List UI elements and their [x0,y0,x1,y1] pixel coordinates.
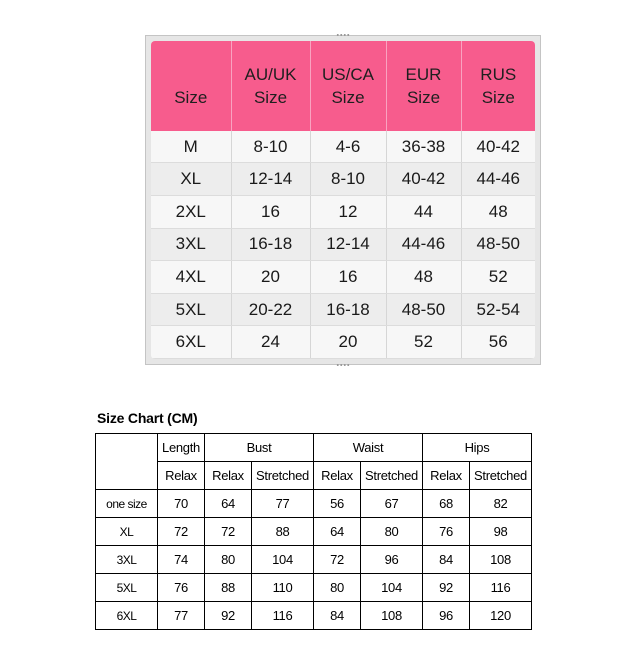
size-value-cell: 4-6 [310,131,386,163]
cm-value-cell: 67 [361,490,423,518]
cm-value-cell: 92 [423,574,470,602]
size-conversion-table-wrapper [151,41,535,359]
cm-value-cell: 88 [252,518,314,546]
cm-subheader: Stretched [252,462,314,490]
cm-value-cell: 110 [252,574,314,602]
size-value-cell: 48 [386,261,461,294]
size-conversion-row [151,163,535,196]
cm-value-cell: 72 [158,518,205,546]
size-label-cell: 2XL [151,195,231,228]
cm-data-row [96,574,532,602]
resize-grip-bottom [336,363,350,367]
size-conversion-row [151,326,535,359]
size-conversion-panel [145,35,541,365]
size-conversion-header-row [151,41,535,131]
size-value-cell: 36-38 [386,131,461,163]
cm-value-cell: 104 [361,574,423,602]
cm-value-cell: 96 [423,602,470,630]
cm-subheader: Relax [205,462,252,490]
cm-data-row [96,518,532,546]
cm-value-cell: 77 [158,602,205,630]
cm-value-cell: 84 [423,546,470,574]
cm-value-cell: 84 [314,602,361,630]
size-value-cell: 16 [310,261,386,294]
size-value-cell: 20 [231,261,310,294]
size-value-cell: 8-10 [310,163,386,196]
cm-group-waist: Waist [314,434,423,462]
size-label-cell: M [151,131,231,163]
cm-value-cell: 82 [470,490,532,518]
size-value-cell: 40-42 [461,131,535,163]
cm-value-cell: 56 [314,490,361,518]
size-value-cell: 16 [231,195,310,228]
cm-size-label: one size [96,490,158,518]
cm-value-cell: 116 [252,602,314,630]
cm-subheader: Relax [158,462,205,490]
size-value-cell: 48-50 [461,228,535,261]
size-value-cell: 44-46 [461,163,535,196]
size-value-cell: 48-50 [386,293,461,326]
cm-subheader: Stretched [361,462,423,490]
cm-size-label: 3XL [96,546,158,574]
cm-group-bust: Bust [205,434,314,462]
size-value-cell: 44 [386,195,461,228]
cm-value-cell: 72 [314,546,361,574]
size-value-cell: 20-22 [231,293,310,326]
cm-value-cell: 104 [252,546,314,574]
cm-value-cell: 70 [158,490,205,518]
size-conversion-row [151,195,535,228]
size-label-cell: 4XL [151,261,231,294]
cm-data-row [96,602,532,630]
header-au-uk-size: AU/UK Size [231,41,310,131]
cm-value-cell: 92 [205,602,252,630]
size-value-cell: 48 [461,195,535,228]
cm-value-cell: 80 [361,518,423,546]
size-value-cell: 52 [386,326,461,359]
size-value-cell: 56 [461,326,535,359]
cm-value-cell: 96 [361,546,423,574]
cm-corner-cell [96,434,158,490]
cm-size-chart-table [95,433,532,630]
cm-value-cell: 80 [205,546,252,574]
cm-value-cell: 64 [314,518,361,546]
header-eur-size: EUR Size [386,41,461,131]
cm-group-length: Length [158,434,205,462]
cm-data-row [96,546,532,574]
size-value-cell: 24 [231,326,310,359]
cm-value-cell: 120 [470,602,532,630]
size-value-cell: 16-18 [310,293,386,326]
cm-value-cell: 80 [314,574,361,602]
cm-value-cell: 64 [205,490,252,518]
size-value-cell: 8-10 [231,131,310,163]
header-us-ca-size: US/CA Size [310,41,386,131]
size-value-cell: 52-54 [461,293,535,326]
size-conversion-row [151,228,535,261]
header-size: Size [151,41,231,131]
size-value-cell: 40-42 [386,163,461,196]
size-value-cell: 20 [310,326,386,359]
size-conversion-row [151,261,535,294]
cm-value-cell: 116 [470,574,532,602]
cm-value-cell: 77 [252,490,314,518]
cm-value-cell: 76 [158,574,205,602]
size-conversion-table [151,41,535,359]
cm-subheader-row [96,462,532,490]
size-value-cell: 12-14 [231,163,310,196]
size-conversion-row [151,131,535,163]
size-value-cell: 12 [310,195,386,228]
cm-value-cell: 108 [470,546,532,574]
size-label-cell: 6XL [151,326,231,359]
cm-subheader: Stretched [470,462,532,490]
cm-value-cell: 98 [470,518,532,546]
cm-group-header-row [96,434,532,462]
cm-subheader: Relax [314,462,361,490]
cm-value-cell: 72 [205,518,252,546]
size-label-cell: 3XL [151,228,231,261]
cm-value-cell: 68 [423,490,470,518]
cm-value-cell: 88 [205,574,252,602]
cm-size-label: XL [96,518,158,546]
size-value-cell: 44-46 [386,228,461,261]
size-value-cell: 52 [461,261,535,294]
cm-value-cell: 74 [158,546,205,574]
cm-group-hips: Hips [423,434,532,462]
cm-subheader: Relax [423,462,470,490]
cm-data-row [96,490,532,518]
resize-grip-top [336,33,350,37]
size-label-cell: 5XL [151,293,231,326]
size-value-cell: 12-14 [310,228,386,261]
size-conversion-row [151,293,535,326]
header-rus-size: RUS Size [461,41,535,131]
cm-value-cell: 108 [361,602,423,630]
size-value-cell: 16-18 [231,228,310,261]
cm-size-label: 6XL [96,602,158,630]
cm-chart-title: Size Chart (CM) [97,410,198,426]
cm-value-cell: 76 [423,518,470,546]
size-label-cell: XL [151,163,231,196]
cm-size-label: 5XL [96,574,158,602]
